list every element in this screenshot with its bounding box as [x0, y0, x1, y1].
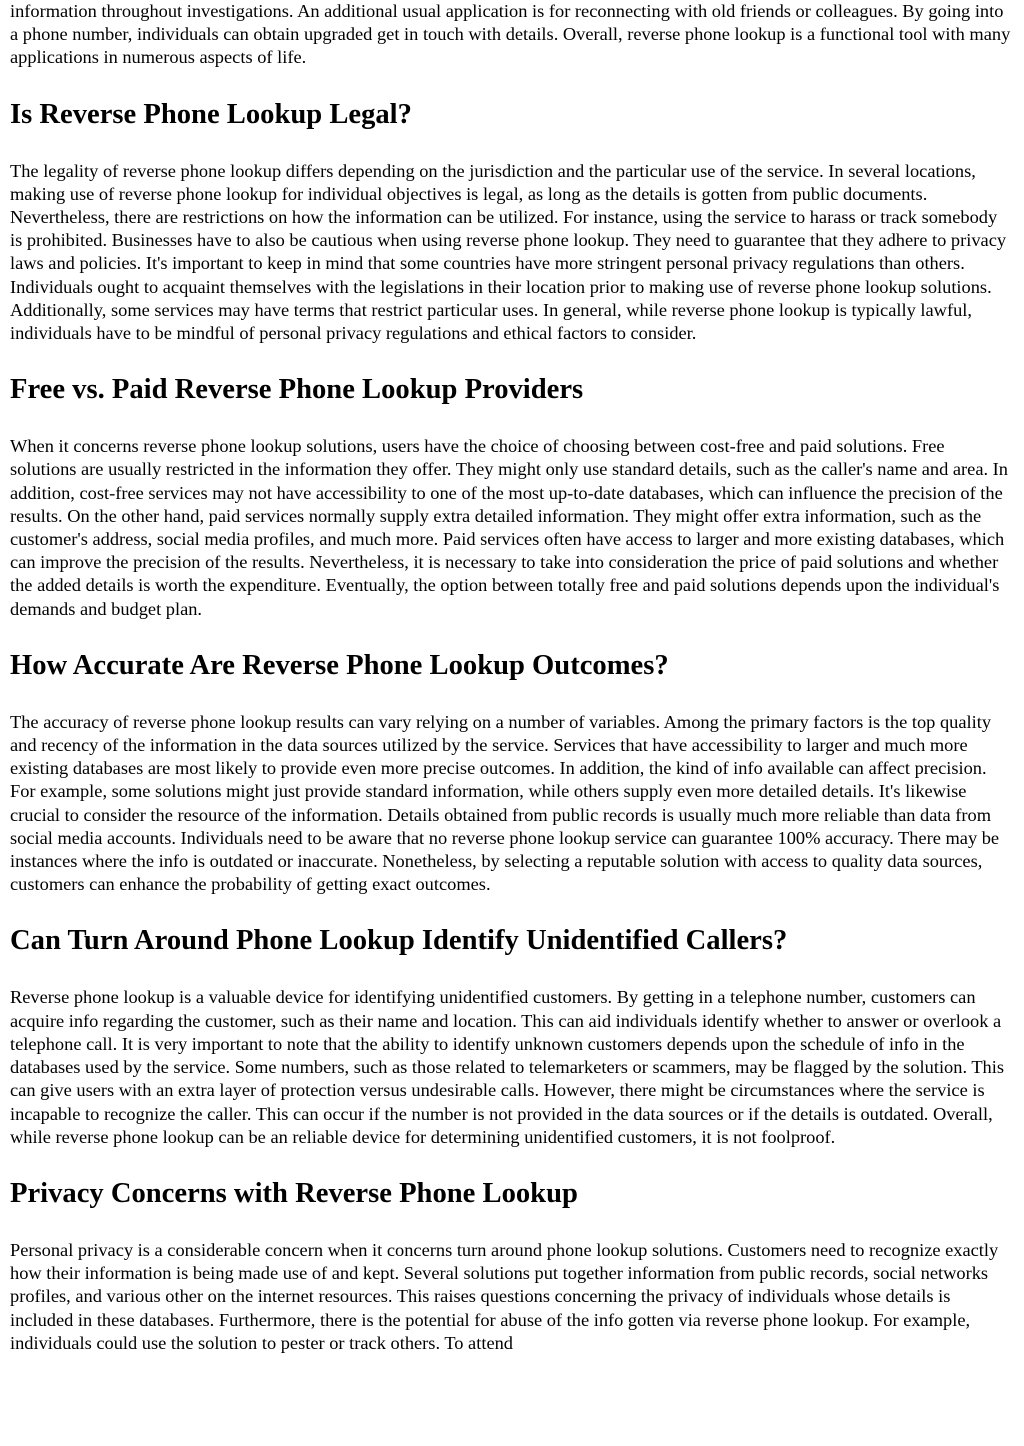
- section-body-legality: The legality of reverse phone lookup differs depending on the jurisdiction and the particular use of the service. In several locations, making use of reverse phone lookup for individual objectives is legal, as long as the details is gotten from public documents. Nevertheless, there are restrictions on how the information can be utilized. For instance, using the service to harass or track somebody is prohibited. Businesses have to also be cautious when using reverse phone lookup. They need to guarantee that they adhere to privacy laws and policies. It's important to keep in mind that some countries have more stringent personal privacy regulations than others. Individuals ought to acquaint themselves with the legislations in their location prior to making use of reverse phone lookup solutions. Additionally, some services may have terms that restrict particular uses. In general, while reverse phone lookup is typically lawful, individuals have to be mindful of personal privacy regulations and ethical factors to consider.: [10, 160, 1007, 344]
- section-privacy: [10, 1177, 1014, 1355]
- section-free-vs-paid: [10, 373, 1014, 621]
- section-unidentified-callers: [10, 924, 1014, 1148]
- section-heading-legality: Is Reverse Phone Lookup Legal?: [10, 98, 412, 130]
- section-body-unidentified-callers: Reverse phone lookup is a valuable device for identifying unidentified customers. By getting in a telephone number, customers can acquire info regarding the customer, such as their name and location. This can aid individuals identify whether to answer or overlook a telephone call. It is very important to note that the ability to identify unknown customers depends upon the schedule of info in the databases used by the service. Some numbers, such as those related to telemarketers or scammers, may be flagged by the solution. This can give users with an extra layer of protection versus undesirable calls. However, there might be circumstances where the service is incapable to recognize the caller. This can occur if the number is not provided in the data sources or if the details is outdated. Overall, while reverse phone lookup can be an reliable device for determining unidentified customers, it is not foolproof.: [10, 987, 1005, 1147]
- section-heading-privacy: Privacy Concerns with Reverse Phone Lookup: [10, 1177, 578, 1209]
- section-body-privacy: Personal privacy is a considerable concern when it concerns turn around phone lookup solutions. Customers need to recognize exactly how their information is being made use of and kept. Several solutions put together information from public records, social networks profiles, and various other on the internet resources. This raises questions concerning the privacy of individuals whose details is included in these databases. Furthermore, there is the potential for abuse of the info gotten via reverse phone lookup. For example, individuals could use the solution to pester or track others. To attend: [10, 1239, 999, 1353]
- section-accuracy: [10, 649, 1014, 897]
- section-body-accuracy: The accuracy of reverse phone lookup results can vary relying on a number of variables. Among the primary factors is the top quality and recency of the information in the data sources utilized by the service. Services that have accessibility to larger and much more existing databases are most likely to provide even more precise outcomes. In addition, the kind of info available can affect precision. For example, some solutions might just provide standard information, while others supply even more detailed details. It's likewise crucial to consider the resource of the information. Details obtained from public records is usually much more reliable than data from social media accounts. Individuals need to be aware that no reverse phone lookup service can guarantee 100% accuracy. There may be instances where the info is outdated or inaccurate. Nonetheless, by selecting a reputable solution with access to quality data sources, customers can enhance the probability of getting exact outcomes.: [10, 711, 1000, 895]
- section-heading-unidentified-callers: Can Turn Around Phone Lookup Identify Unidentified Callers?: [10, 925, 788, 957]
- section-heading-accuracy: How Accurate Are Reverse Phone Lookup Outcomes?: [10, 649, 669, 681]
- section-body-free-vs-paid: When it concerns reverse phone lookup solutions, users have the choice of choosing between cost-free and paid solutions. Free solutions are usually restricted in the information they offer. They might only use standard details, such as the caller's name and area. In addition, cost-free services may not have accessibility to one of the most up-to-date databases, which can influence the precision of the results. On the other hand, paid services normally supply extra detailed information. They might offer extra information, such as the customer's address, social media profiles, and much more. Paid services often have access to larger and more existing databases, which can improve the precision of the results. Nevertheless, it is necessary to take into consideration the price of paid solutions and whether the added details is worth the expenditure. Eventually, the option between totally free and paid solutions depends upon the individual's demands and budget plan.: [10, 436, 1008, 619]
- section-legality: [10, 98, 1014, 346]
- intro-paragraph: information throughout investigations. An additional usual application is for reconnecting with old friends or colleagues. By going into a phone number, individuals can obtain upgraded get in touch with details. Overall, reverse phone lookup is a functional tool with many applications in numerous aspects of life.: [10, 1, 1011, 68]
- section-heading-free-vs-paid: Free vs. Paid Reverse Phone Lookup Providers: [10, 374, 584, 406]
